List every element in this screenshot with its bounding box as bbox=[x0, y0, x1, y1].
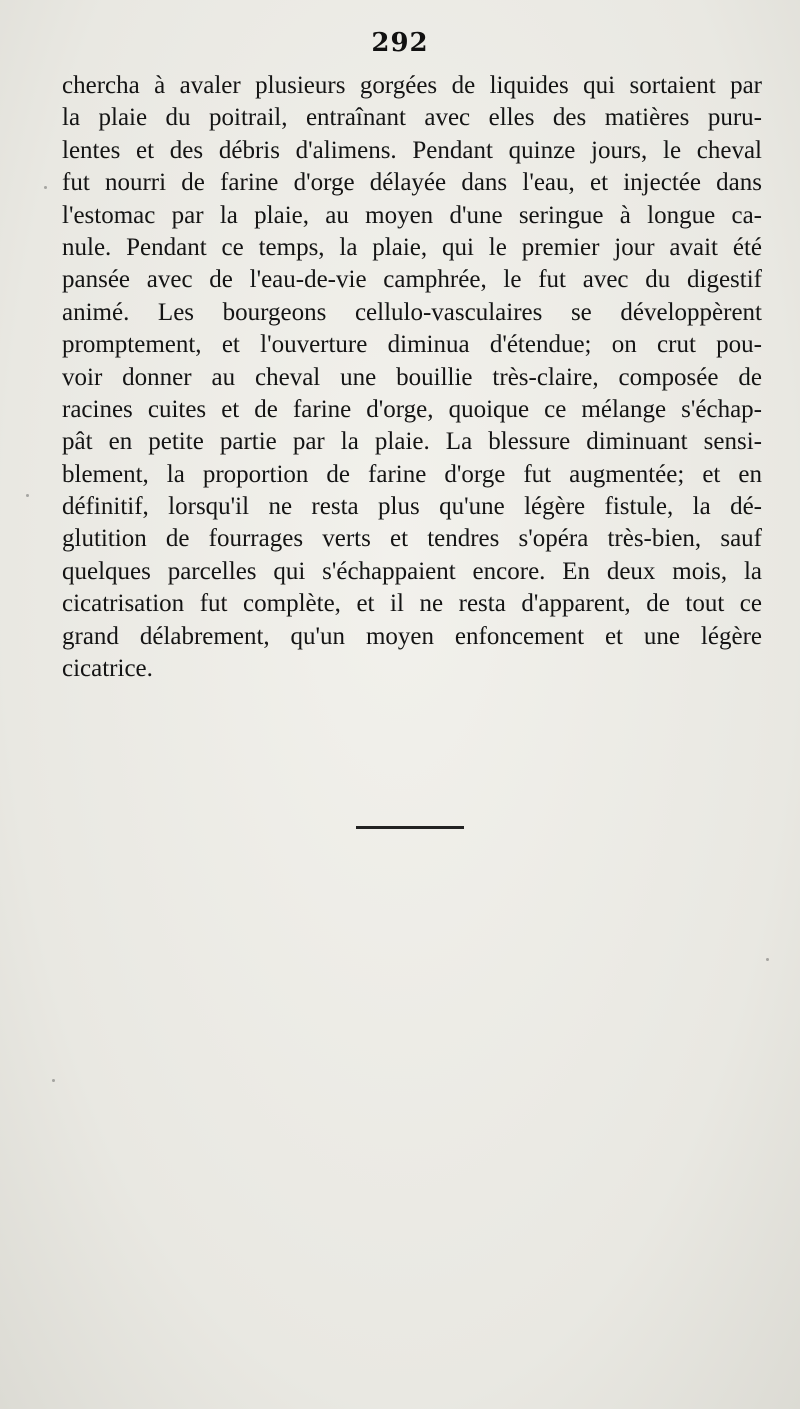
text-line: grand délabrement, qu'un moyen enfoncement et une légère bbox=[62, 622, 762, 650]
text-line: pât en petite partie par la plaie. La blessure diminuant sensi- bbox=[62, 428, 762, 456]
text-line: racines cuites et de farine d'orge, quoique ce mélange s'échap- bbox=[62, 395, 762, 423]
text-line: quelques parcelles qui s'échappaient encore. En deux mois, la bbox=[62, 557, 762, 585]
text-line: voir donner au cheval une bouillie très-claire, composée de bbox=[62, 363, 762, 391]
text-line: fut nourri de farine d'orge délayée dans l'eau, et injectée dans bbox=[62, 169, 762, 197]
ink-speck bbox=[44, 186, 47, 189]
text-line: promptement, et l'ouverture diminua d'étendue; on crut pou- bbox=[62, 331, 762, 359]
body-paragraph bbox=[62, 70, 762, 685]
text-line: nule. Pendant ce temps, la plaie, qui le premier jour avait été bbox=[62, 233, 762, 261]
text-line: cicatrice. bbox=[62, 655, 153, 683]
text-line: lentes et des débris d'alimens. Pendant quinze jours, le cheval bbox=[62, 136, 762, 164]
text-line: animé. Les bourgeons cellulo-vasculaires se développèrent bbox=[62, 298, 762, 326]
text-line: chercha à avaler plusieurs gorgées de liquides qui sortaient par bbox=[62, 72, 762, 99]
ink-speck bbox=[766, 958, 769, 961]
section-separator-rule bbox=[356, 826, 464, 829]
text-line: définitif, lorsqu'il ne resta plus qu'une légère fistule, la dé- bbox=[62, 493, 762, 521]
text-line: blement, la proportion de farine d'orge fut augmentée; et en bbox=[62, 460, 762, 488]
text-line: l'estomac par la plaie, au moyen d'une seringue à longue ca- bbox=[62, 201, 762, 229]
text-line: pansée avec de l'eau-de-vie camphrée, le fut avec du digestif bbox=[62, 266, 762, 294]
ink-speck bbox=[26, 494, 29, 497]
text-line: cicatrisation fut complète, et il ne resta d'apparent, de tout ce bbox=[62, 590, 762, 618]
page-number: 292 bbox=[371, 28, 429, 58]
ink-speck bbox=[52, 1079, 55, 1082]
text-line: la plaie du poitrail, entraînant avec elles des matières puru- bbox=[62, 104, 762, 132]
text-line: glutition de fourrages verts et tendres s'opéra très-bien, sauf bbox=[62, 525, 762, 553]
